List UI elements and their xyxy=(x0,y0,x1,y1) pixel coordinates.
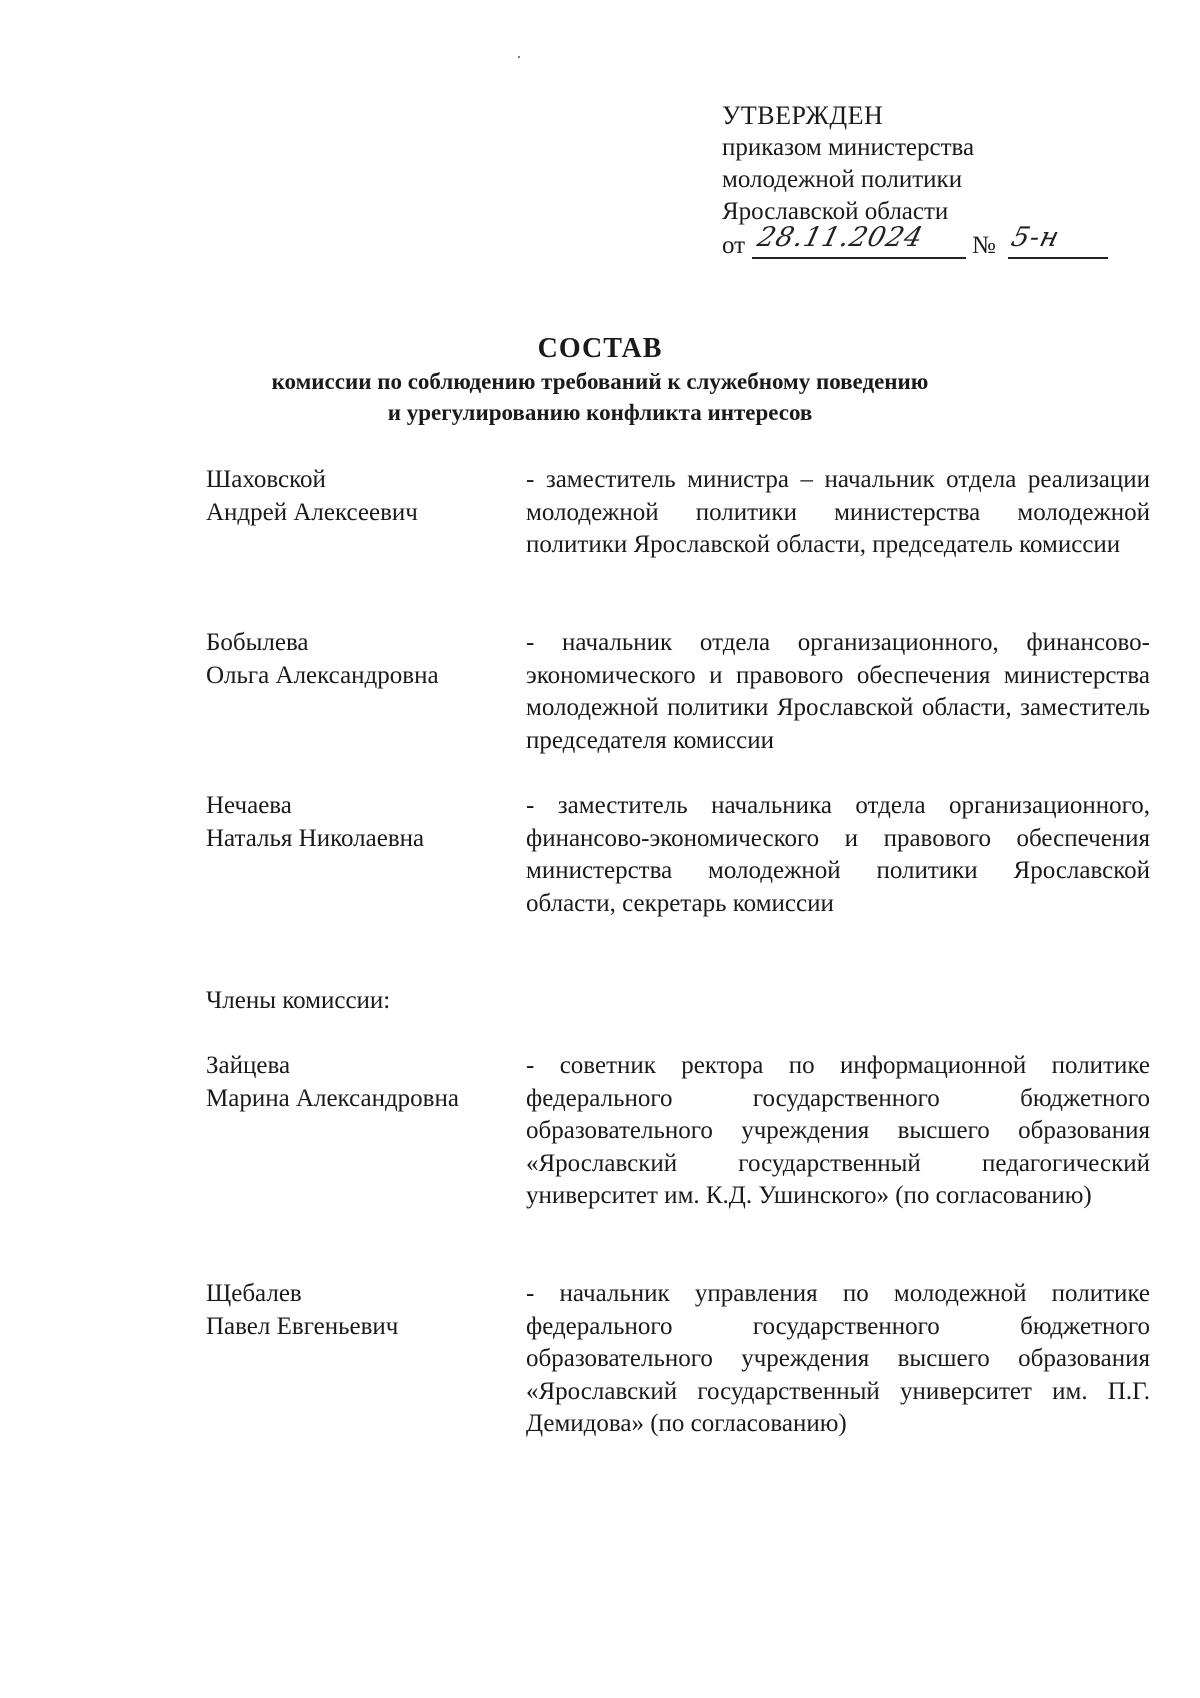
entry-surname: Щебалев xyxy=(206,1280,302,1307)
entry-surname: Бобылева xyxy=(206,629,309,656)
entry-name xyxy=(206,1278,506,1343)
title-line-2: и урегулированию конфликта интересов xyxy=(387,400,813,425)
date-prefix: от xyxy=(722,232,746,259)
approval-block xyxy=(722,100,1064,264)
entry-surname: Зайцева xyxy=(206,1052,291,1079)
scan-speck xyxy=(518,56,520,58)
document-title xyxy=(0,332,1200,428)
entry-given-name: Андрей Алексеевич xyxy=(206,498,418,526)
handwritten-date: 28.11.2024 xyxy=(754,222,927,253)
entry-name xyxy=(206,1050,506,1115)
entry-description: - начальник управления по молодежной политике федерального государственного бюджетного образовательного учреждения высшего образования «Ярославский государственный университет им. П.Г. Демидова» (по согласованию) xyxy=(526,1280,1150,1437)
approval-line-3: Ярославской области xyxy=(722,198,949,225)
approval-heading: УТВЕРЖДЕН xyxy=(722,101,884,130)
entry-given-name: Павел Евгеньевич xyxy=(206,1312,399,1340)
entry-description: - начальник отдела организационного, финансово-экономического и правового обеспечения министерства молодежной политики Ярославской области, заместитель председателя комиссии xyxy=(526,629,1150,754)
approval-line-1: приказом министерства xyxy=(722,134,975,161)
members-label: Члены комиссии: xyxy=(206,987,391,1014)
entry-description: - советник ректора по информационной политике федерального государственного бюджетного образовательного учреждения высшего образования «Ярославский государственный педагогический университет им. К.Д. Ушинского» (по согласованию) xyxy=(526,1052,1150,1209)
number-underline xyxy=(1008,257,1108,259)
number-prefix: № xyxy=(972,232,996,259)
entry-name xyxy=(206,790,506,855)
entry-given-name: Ольга Александровна xyxy=(206,661,439,689)
entry-description: - заместитель министра – начальник отдела реализации молодежной политики министерства молодежной политики Ярославской области, председатель комиссии xyxy=(526,466,1150,558)
entry-surname: Шаховской xyxy=(206,466,326,493)
title-line-1: комиссии по соблюдению требований к служебному поведению xyxy=(271,369,929,394)
entry-name xyxy=(206,464,506,529)
entry-description: - заместитель начальника отдела организационного, финансово-экономического и правового обеспечения министерства молодежной политики Ярославской области, секретарь комиссии xyxy=(526,792,1150,917)
date-underline xyxy=(752,257,966,259)
entry-given-name: Марина Александровна xyxy=(206,1084,459,1112)
handwritten-number: 5-н xyxy=(1008,222,1064,253)
entry-surname: Нечаева xyxy=(206,792,292,819)
approval-line-2: молодежной политики xyxy=(722,166,963,193)
entry-name xyxy=(206,627,506,692)
entry-given-name: Наталья Николаевна xyxy=(206,824,425,852)
title-main: СОСТАВ xyxy=(537,333,663,364)
approval-date-line xyxy=(722,222,1064,264)
